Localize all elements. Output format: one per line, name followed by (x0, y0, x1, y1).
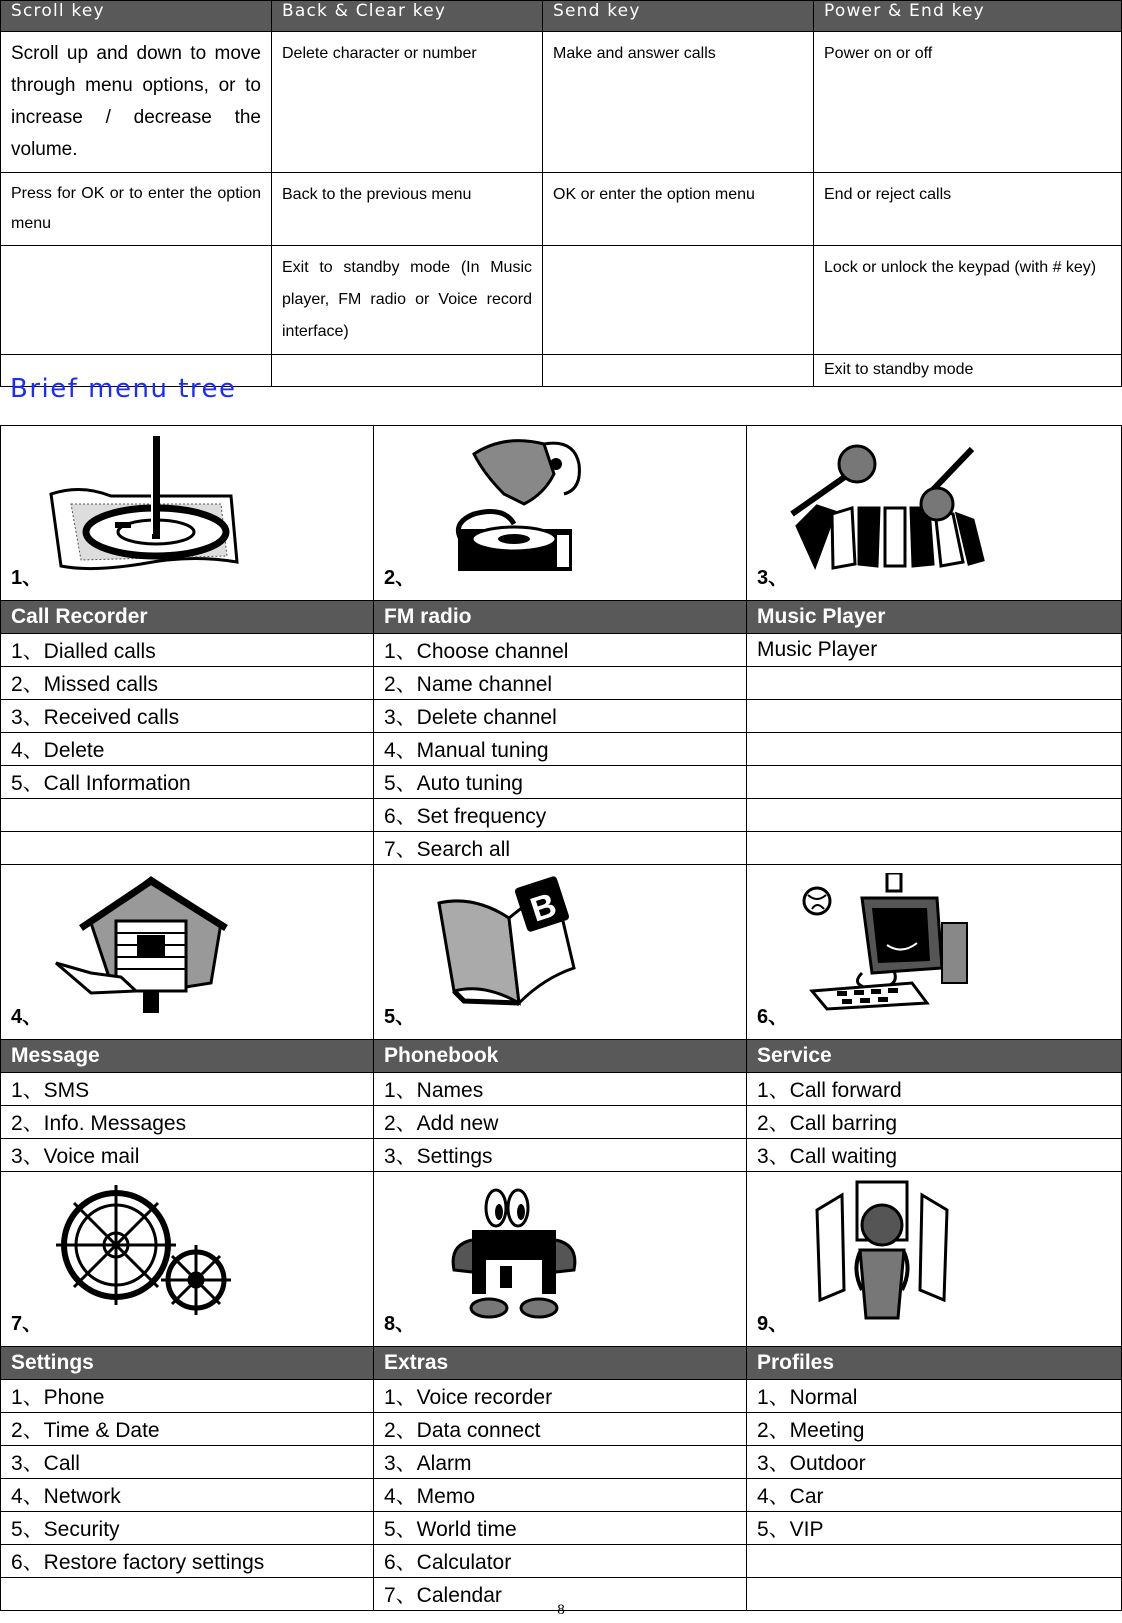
key-cell: Back to the previous menu (272, 173, 543, 246)
menu-item: 3、Outdoor (747, 1446, 1122, 1479)
key-cell: Power on or off (814, 32, 1122, 173)
menu-item (747, 799, 1122, 832)
menu-number: 3、 (757, 567, 789, 589)
menu-number: 9、 (757, 1313, 789, 1335)
key-cell: Exit to standby mode (814, 355, 1122, 387)
key-header-power-end: Power & End key (814, 1, 1122, 32)
key-header-scroll: Scroll key (1, 1, 272, 32)
menu-item: 4、Car (747, 1479, 1122, 1512)
menu-number: 1、 (11, 567, 43, 589)
menu-item: 1、Choose channel (374, 634, 747, 667)
menu-row (1, 1479, 1122, 1512)
menu-item (1, 799, 374, 832)
menu-item: 3、Call (1, 1446, 374, 1479)
menu-item (747, 700, 1122, 733)
menu-tree-table (0, 425, 1122, 1611)
profiles-figure-icon (812, 1180, 952, 1320)
menu-item: 1、Phone (1, 1380, 374, 1413)
menu-title-fm-radio: FM radio (374, 601, 747, 634)
menu-item (747, 667, 1122, 700)
menu-item: 7、Calendar (374, 1578, 747, 1611)
menu-icon-cell (747, 1172, 1122, 1347)
map-pin-icon (41, 434, 241, 574)
menu-title-phonebook: Phonebook (374, 1040, 747, 1073)
menu-item: 6、Set frequency (374, 799, 747, 832)
menu-item: 3、Settings (374, 1139, 747, 1172)
icon-row (1, 1172, 1122, 1347)
menu-row (1, 1106, 1122, 1139)
section-title: Brief menu tree (10, 374, 237, 404)
key-cell: Press for OK or to enter the option menu (1, 173, 272, 246)
phonebook-icon (434, 873, 584, 1013)
menu-number: 2、 (384, 567, 416, 589)
menu-icon-cell (1, 865, 374, 1040)
menu-item: 5、Auto tuning (374, 766, 747, 799)
menu-icon-cell (374, 1172, 747, 1347)
menu-title-call-recorder: Call Recorder (1, 601, 374, 634)
menu-item: 2、Info. Messages (1, 1106, 374, 1139)
menu-item: 3、Delete channel (374, 700, 747, 733)
menu-icon-cell (374, 426, 747, 601)
phonebook-letter: B (525, 885, 562, 930)
menu-item: 2、Missed calls (1, 667, 374, 700)
menu-title-message: Message (1, 1040, 374, 1073)
menu-item: 1、Names (374, 1073, 747, 1106)
menu-item: 5、VIP (747, 1512, 1122, 1545)
key-cell (1, 246, 272, 355)
key-cell (543, 246, 814, 355)
menu-number: 8、 (384, 1313, 416, 1335)
menu-item: Music Player (747, 634, 1122, 667)
menu-item (747, 1545, 1122, 1578)
key-table-row (1, 173, 1122, 246)
key-cell: End or reject calls (814, 173, 1122, 246)
menu-row (1, 766, 1122, 799)
menu-item: 4、Delete (1, 733, 374, 766)
menu-row (1, 1545, 1122, 1578)
menu-row (1, 733, 1122, 766)
menu-row (1, 1512, 1122, 1545)
computer-service-icon (802, 873, 982, 1013)
key-table-header-row (1, 1, 1122, 32)
menu-title-profiles: Profiles (747, 1347, 1122, 1380)
menu-item: 7、Search all (374, 832, 747, 865)
menu-icon-cell (747, 865, 1122, 1040)
key-cell: Make and answer calls (543, 32, 814, 173)
menu-item: 1、SMS (1, 1073, 374, 1106)
menu-item: 2、Time & Date (1, 1413, 374, 1446)
menu-item: 4、Manual tuning (374, 733, 747, 766)
menu-row (1, 1139, 1122, 1172)
menu-item: 5、Call Information (1, 766, 374, 799)
menu-row (1, 667, 1122, 700)
menu-item (747, 733, 1122, 766)
menu-item (747, 766, 1122, 799)
key-header-send: Send key (543, 1, 814, 32)
menu-row (1, 832, 1122, 865)
menu-number: 4、 (11, 1006, 43, 1028)
menu-header-row (1, 1040, 1122, 1073)
menu-item: 4、Network (1, 1479, 374, 1512)
menu-item: 1、Voice recorder (374, 1380, 747, 1413)
menu-icon-cell (1, 426, 374, 601)
menu-item: 1、Call forward (747, 1073, 1122, 1106)
menu-row (1, 1446, 1122, 1479)
menu-number: 6、 (757, 1006, 789, 1028)
key-function-table (0, 0, 1122, 387)
menu-item: 6、Calculator (374, 1545, 747, 1578)
xylophone-icon (787, 434, 987, 574)
menu-item (747, 832, 1122, 865)
key-cell (272, 355, 543, 387)
menu-header-row (1, 601, 1122, 634)
icon-row (1, 426, 1122, 601)
mailbox-house-icon (51, 873, 231, 1013)
fm-radio-turntable-icon (444, 434, 594, 574)
menu-header-row (1, 1347, 1122, 1380)
key-cell: Delete character or number (272, 32, 543, 173)
menu-item: 2、Add new (374, 1106, 747, 1139)
menu-item: 5、World time (374, 1512, 747, 1545)
menu-item (1, 832, 374, 865)
menu-icon-cell (747, 426, 1122, 601)
key-cell: Scroll up and down to move through menu options, or to increase / decrease the volume. (1, 32, 272, 173)
key-header-back-clear: Back & Clear key (272, 1, 543, 32)
key-table-row (1, 32, 1122, 173)
menu-icon-cell (1, 1172, 374, 1347)
menu-item: 6、Restore factory settings (1, 1545, 374, 1578)
menu-item: 5、Security (1, 1512, 374, 1545)
menu-number: 7、 (11, 1313, 43, 1335)
menu-item: 3、Received calls (1, 700, 374, 733)
menu-title-service: Service (747, 1040, 1122, 1073)
key-cell: OK or enter the option menu (543, 173, 814, 246)
menu-item: 2、Meeting (747, 1413, 1122, 1446)
menu-title-extras: Extras (374, 1347, 747, 1380)
icon-row (1, 865, 1122, 1040)
menu-row (1, 634, 1122, 667)
menu-item: 4、Memo (374, 1479, 747, 1512)
key-cell (543, 355, 814, 387)
menu-row (1, 1073, 1122, 1106)
menu-item: 2、Data connect (374, 1413, 747, 1446)
menu-row (1, 700, 1122, 733)
key-cell: Exit to standby mode (In Music player, FM radio or Voice record interface) (272, 246, 543, 355)
menu-row (1, 799, 1122, 832)
menu-number: 5、 (384, 1006, 416, 1028)
menu-item: 2、Call barring (747, 1106, 1122, 1139)
key-table-row (1, 246, 1122, 355)
page-number: 8 (557, 1602, 565, 1618)
menu-title-settings: Settings (1, 1347, 374, 1380)
menu-item: 1、Dialled calls (1, 634, 374, 667)
menu-row (1, 1413, 1122, 1446)
menu-item: 3、Call waiting (747, 1139, 1122, 1172)
menu-item: 3、Voice mail (1, 1139, 374, 1172)
floppy-disk-character-icon (444, 1180, 584, 1320)
menu-item: 2、Name channel (374, 667, 747, 700)
key-cell: Lock or unlock the keypad (with # key) (814, 246, 1122, 355)
menu-icon-cell (374, 865, 747, 1040)
menu-item: 3、Alarm (374, 1446, 747, 1479)
menu-item: 1、Normal (747, 1380, 1122, 1413)
ship-wheel-icon (41, 1180, 241, 1320)
menu-title-music-player: Music Player (747, 601, 1122, 634)
menu-row (1, 1380, 1122, 1413)
